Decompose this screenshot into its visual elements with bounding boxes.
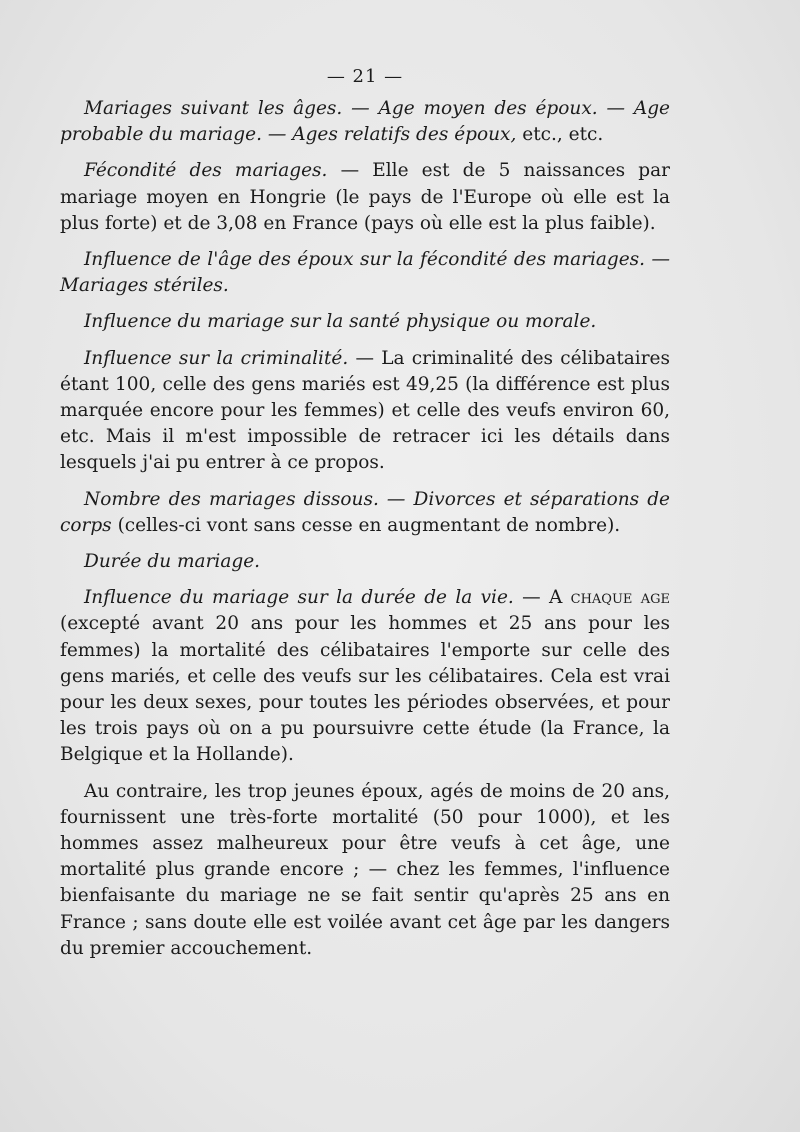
paragraph-ages-text: etc., etc. [516, 124, 604, 146]
paragraph-criminalite [60, 346, 670, 477]
paragraph-criminalite-text: — La criminalité des célibataires étant 100, celle des gens mariés est 49,25 (la différence est plus marquée encore pour les femmes) et celle des veufs environ 60, etc. Mais il m'est impossible de retracer ici les détails dans lesquels j'ai pu entrer à ce propos. [60, 347, 670, 474]
paragraph-vie [60, 585, 670, 768]
paragraph-duree-heading: Durée du mariage. [84, 551, 261, 573]
paragraph-vie-text: (excepté avant 20 ans pour les hommes et 25 ans pour les femmes) la mortalité des célibataires l'emporte sur celle des gens mariés, et celle des veufs sur les célibataires. Cela est vrai pour les deux sexes, pour toutes les périodes observées, et pour les trois pays où on a pu poursuivre cette étude (la France, la Belgique et la Hollande). [60, 613, 670, 766]
paragraph-dissous [60, 487, 670, 539]
paragraph-sante-heading: Influence du mariage sur la santé physique ou morale. [84, 311, 597, 333]
body-text [60, 96, 670, 972]
paragraph-sante [60, 309, 670, 335]
paragraph-vie-smallcaps: — A chaque age [513, 587, 670, 609]
paragraph-fecondite [60, 158, 670, 237]
paragraph-ages-heading: Mariages suivant les âges. — Age moyen des époux. — Age probable du mariage. — Ages relatifs des époux, [60, 98, 670, 146]
paragraph-contraire [60, 779, 670, 962]
paragraph-dissous-text: (celles-ci vont sans cesse en augmentant de nombre). [111, 514, 621, 536]
paragraph-influence-age [60, 247, 670, 299]
paragraph-influence-age-heading: Influence de l'âge des époux sur la fécondité des mariages. — Mariages stériles. [60, 249, 670, 297]
paragraph-criminalite-heading: Influence sur la criminalité. [84, 347, 349, 369]
paragraph-vie-heading: Influence du mariage sur la durée de la vie. [84, 587, 514, 609]
paragraph-dissous-heading: Nombre des mariages dissous. — Divorces et séparations de corps [60, 488, 670, 536]
paragraph-ages [60, 96, 670, 148]
paragraph-fecondite-text: — Elle est de 5 naissances par mariage moyen en Hongrie (le pays de l'Europe où elle est la plus forte) et de 3,08 en France (pays où elle est la plus faible). [60, 160, 670, 234]
paragraph-fecondite-heading: Fécondité des mariages. [84, 160, 328, 182]
page-number: — 21 — [326, 66, 404, 87]
paragraph-duree [60, 549, 670, 575]
paragraph-contraire-text: Au contraire, les trop jeunes époux, agés de moins de 20 ans, fournissent une très-forte mortalité (50 pour 1000), et les hommes assez malheureux pour être veufs à cet âge, une mortalité plus grande encore ; — chez les femmes, l'influence bienfaisante du mariage ne se fait sentir qu'après 25 ans en France ; sans doute elle est voilée avant cet âge par les dangers du premier accouchement. [60, 780, 670, 959]
